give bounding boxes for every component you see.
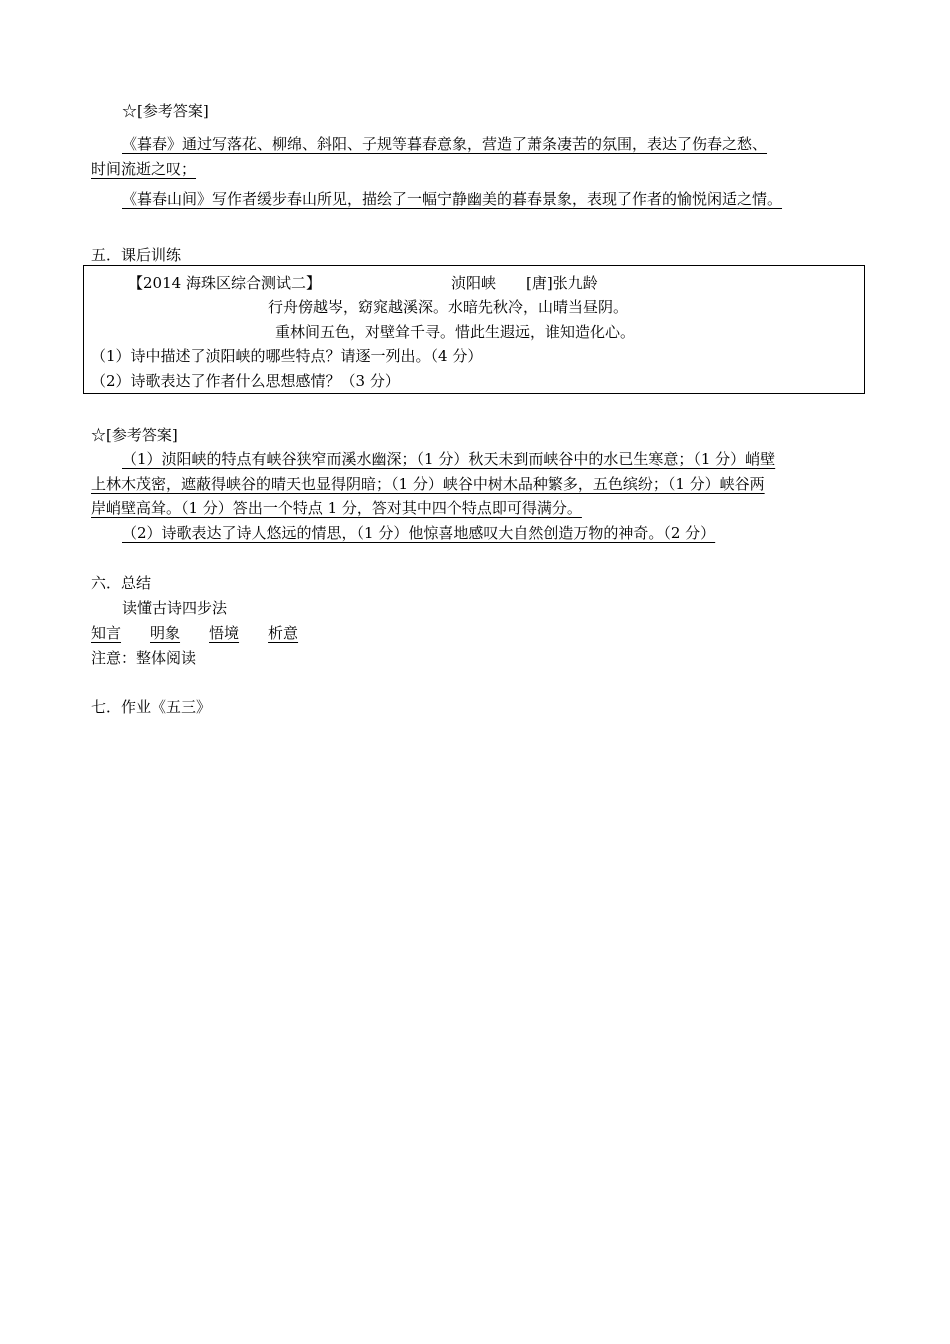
answer-2-line-3: 岸峭壁高耸。（1 分）答出一个特点 1 分，答对其中四个特点即可得满分。 (91, 499, 582, 517)
poem-title: 浈阳峡 (451, 274, 497, 292)
answer-1-line-3: 《暮春山间》写作者缓步春山所见，描绘了一幅宁静幽美的暮春景象，表现了作者的愉悦闲适之情。 (122, 190, 783, 208)
answer-2-line-1: （1）浈阳峡的特点有峡谷狭窄而溪水幽深；（1 分）秋天未到而峡谷中的水已生寒意；（1 分）峭壁 (122, 450, 776, 468)
step-3: 悟境 (209, 624, 240, 642)
poem-author: [唐]张九龄 (526, 274, 598, 292)
answer-1-line-1: 《暮春》通过写落花、柳绵、斜阳、子规等暮春意象，营造了萧条凄苦的氛围，表达了伤春之愁、 (122, 135, 768, 153)
answer-2-line-2: 上林木茂密，遮蔽得峡谷的晴天也显得阴暗；（1 分）峡谷中树木品种繁多，五色缤纷；（1 分）峡谷两 (91, 475, 765, 493)
section-5-heading: 五．课后训练 (91, 246, 182, 264)
method-note: 注意：整体阅读 (91, 649, 197, 667)
step-2: 明象 (150, 624, 181, 642)
question-2: （2）诗歌表达了作者什么思想感情？（3 分） (91, 372, 400, 390)
step-1: 知言 (91, 624, 122, 642)
answer-1-line-2: 时间流逝之叹； (91, 160, 197, 178)
method-subheading: 读懂古诗四步法 (122, 599, 228, 617)
step-4: 析意 (268, 624, 299, 642)
section-7-heading: 七．作业《五三》 (91, 698, 212, 716)
answer-heading-1: ☆[参考答案] (122, 102, 209, 120)
section-6-heading: 六．总结 (91, 574, 152, 592)
answer-2-line-4: （2）诗歌表达了诗人悠远的情思，（1 分）他惊喜地感叹大自然创造万物的神奇。（2 分） (122, 524, 716, 542)
answer-heading-2: ☆[参考答案] (91, 426, 178, 444)
question-1: （1）诗中描述了浈阳峡的哪些特点？请逐一列出。（4 分） (91, 347, 483, 365)
poem-line-2: 重林间五色，对壁耸千寻。惜此生遐远，谁知造化心。 (275, 323, 636, 341)
poem-line-1: 行舟傍越岑，窈窕越溪深。水暗先秋冷，山晴当昼阴。 (268, 298, 629, 316)
exercise-source: 【2014 海珠区综合测试二】 (128, 274, 321, 292)
method-steps (91, 623, 298, 643)
